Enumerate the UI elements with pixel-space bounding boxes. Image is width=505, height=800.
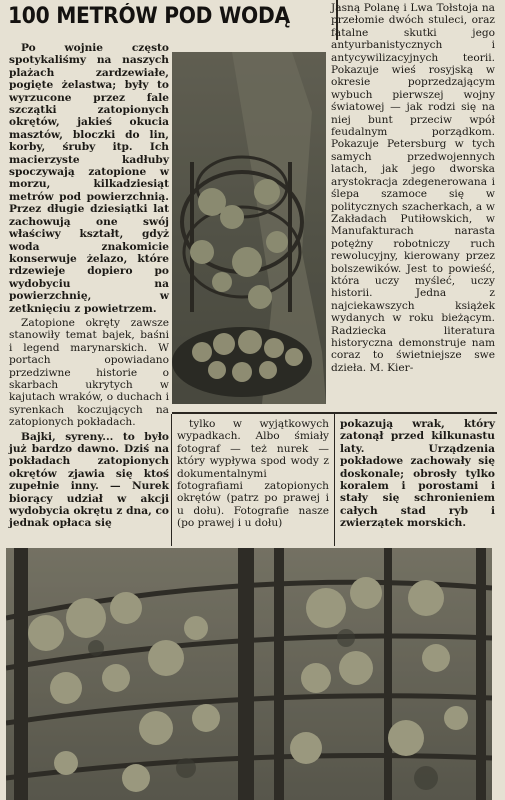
article-column-2 [177,418,329,530]
column-rule-mid [334,414,335,546]
article-column-1 [9,42,169,530]
article-paragraph-2: Zatopione okręty zawsze stanowiły temat bajek, baśni i legend marynarskich. W portach opowiadano przedziwne historie o skarbach ukrytych w kajutach wraków, o duchach i syrenkach koczujących na zatopionych pokładach. [9,316,169,429]
article-column-2-text: tylko w wyjątkowych wypadkach. Albo śmiały fotograf — też nurek — który wypływa spod wody z dokumentalnymi fotografiami zatopionych okrętów (patrz po prawej i u dołu). Fotografie nasze (po prawej i u dołu) [177,418,329,530]
wreck-photo-top [172,52,326,404]
review-text: Jasną Polanę i Lwa Tołstoja na przełomie dwóch stuleci, oraz fatalne skutki jego antyurbanistycznych i antycywilizacyjnych teorii. Pokazuje wieś rosyjską w okresie poprzedzającym wybuch pierwszej wojny światowej — jak rodzi się na niej bunt przeciw wpół feudalnym porządkom. Pokazuje Petersburg w tych samych przedwojennych latach, jak jego dworska arystokracja zdegenerowana i ślepa szamoce się w politycznych szacherkach, a w Zakładach Putiłowskich, w Manufakturach narasta potężny robotniczy ruch rewolucyjny, kierowany przez bolszewików. Jest to powieść, która uczy myśleć, uczy historii. Jedna z najciekawszych książek wydanych w roku bieżącym. Radziecka literatura historyczna demonstruje nam coraz to świetniejsze swe dzieła. M. Kier- [331,2,495,374]
wreck-photo-top-image [172,52,326,404]
article-column-3 [340,418,495,530]
column-rule-left [171,414,172,546]
review-column [331,2,495,374]
article-column-3-text: pokazują wrak, który zatonął przed kilkunastu laty. Urządzenia pokładowe zachowały się doskonale; obrosły tylko koralem i porostami i stały się schronieniem całych stad ryb i zwierzątek morskich. [340,418,495,530]
article-paragraph-1: Po wojnie często spotykaliśmy na naszych plażach zardzewiałe, pogięte żelastwa; były to wyrzucone przez fale szczątki zatopionych okrętów, jakieś okucia masztów, bloczki do lin, korby, śruby itp. Ich macierzyste kadłuby spoczywają zatopione w morzu, kilkadziesiąt metrów pod powierzchnią. Przez długie dziesiątki lat zachowują one swój właściwy kształt, gdyż woda znakomicie konserwuje żelazo, które rdzewieje dopiero po wydobyciu na powierzchnię, w zetknięciu z powietrzem. [9,42,169,315]
article-title: 100 METRÓW POD WODĄ [8,4,290,29]
wreck-photo-bottom-image [6,548,492,800]
wreck-photo-bottom [6,548,492,800]
article-paragraph-3: Bajki, syreny... to było już bardzo dawno. Dziś na pokładach zatopionych okrętów zjawia się ktoś zupełnie inny. — Nurek biorący udział w akcji wydobycia okrętu z dna, co jednak opłaca się [9,430,169,530]
